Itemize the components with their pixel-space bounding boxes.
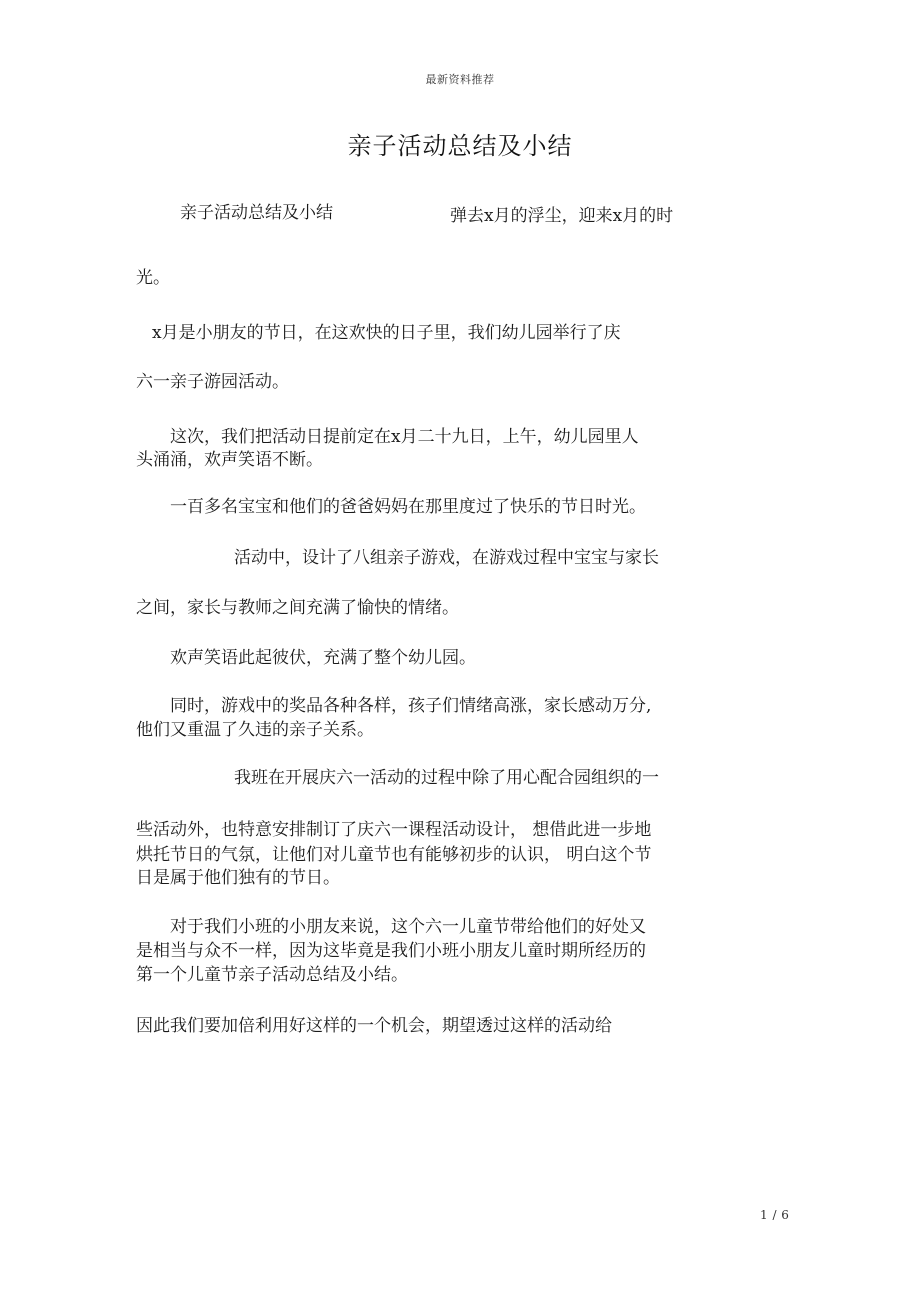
intro-text-part2: 光。 [136, 268, 170, 288]
page-header: 最新资料推荐 [425, 73, 495, 86]
page-indicator: 1 / 6 [760, 1208, 790, 1222]
paragraph-line: 一百多名宝宝和他们的爸爸妈妈在那里度过了快乐的节日时光。 [170, 497, 646, 517]
paragraph-line: 因此我们要加倍利用好这样的一个机会，期望透过这样的活动给 [136, 1016, 612, 1036]
paragraph-line: 些活动外，也特意安排制订了庆六一课程活动设计， 想借此进一步地 [136, 820, 652, 840]
paragraph-line: 六一亲子游园活动。 [136, 372, 289, 392]
paragraph-line: 欢声笑语此起彼伏，充满了整个幼儿园。 [170, 648, 476, 668]
paragraph-line: 我班在开展庆六一活动的过程中除了用心配合园组织的一 [234, 768, 659, 788]
paragraph-line: 是相当与众不一样，因为这毕竟是我们小班小朋友儿童时期所经历的 [136, 941, 646, 961]
paragraph-line: 活动中，设计了八组亲子游戏，在游戏过程中宝宝与家长 [234, 548, 659, 568]
paragraph-line: 对于我们小班的小朋友来说，这个六一儿童节带给他们的好处又 [170, 917, 646, 937]
paragraph-line: 烘托节日的气氛，让他们对儿童节也有能够初步的认识， 明白这个节 [136, 845, 652, 865]
paragraph-line: 之间，家长与教师之间充满了愉快的情绪。 [136, 598, 459, 618]
paragraph-line: 日是属于他们独有的节日。 [136, 868, 340, 888]
paragraph-line: 他们又重温了久违的亲子关系。 [136, 720, 374, 740]
paragraph-line: 这次，我们把活动日提前定在x月二十九日，上午，幼儿园里人 [170, 427, 639, 447]
intro-heading: 亲子活动总结及小结 [180, 203, 333, 223]
intro-text-part1: 弹去x月的浮尘，迎来x月的时 [450, 206, 674, 226]
paragraph-line: 同时，游戏中的奖品各种各样，孩子们情绪高涨，家长感动万分, [170, 696, 652, 716]
paragraph-line: 头涌涌，欢声笑语不断。 [136, 450, 323, 470]
document-title: 亲子活动总结及小结 [347, 132, 573, 160]
paragraph-line: 第一个儿童节亲子活动总结及小结。 [136, 965, 408, 985]
paragraph-line: x月是小朋友的节日，在这欢快的日子里，我们幼儿园举行了庆 [152, 323, 621, 343]
